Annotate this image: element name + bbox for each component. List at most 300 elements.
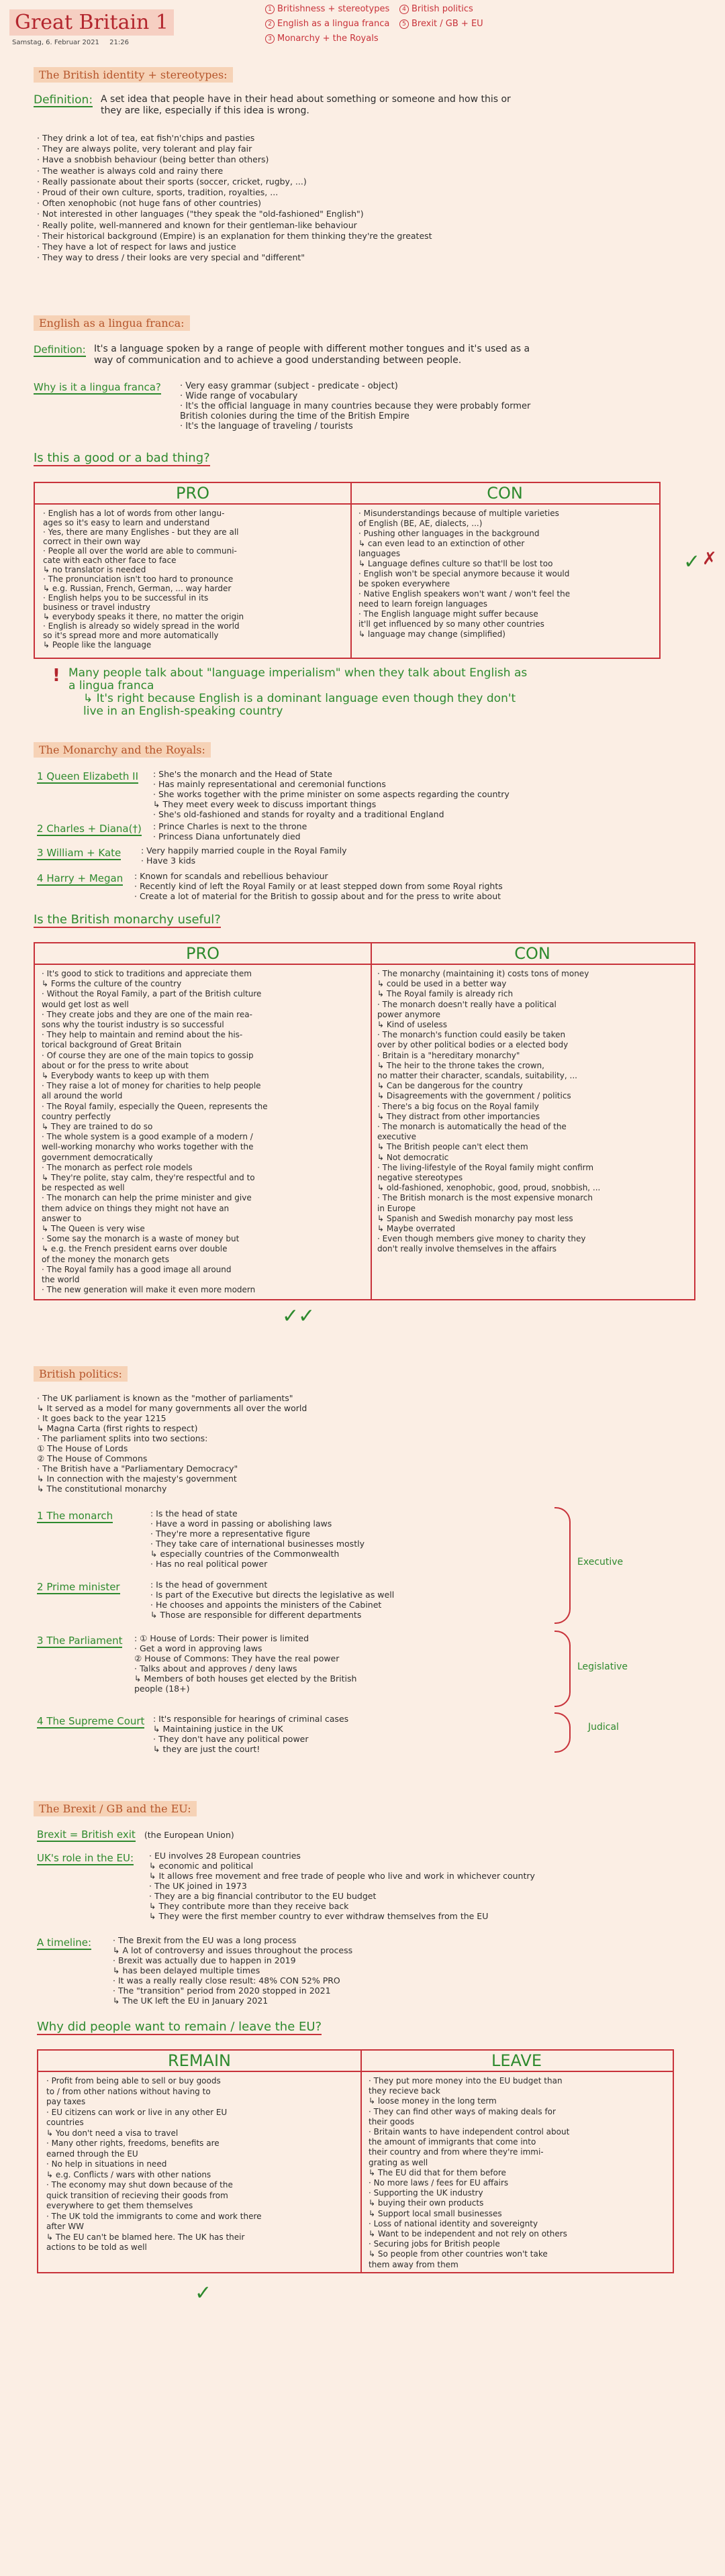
text-line: they are like, especially if this idea is wrong. (101, 105, 309, 116)
text-line: · Loss of national identity and sovereignty (369, 2218, 538, 2228)
text-line: · He chooses and appoints the ministers of the Cabinet (150, 1600, 382, 1610)
text-line: · They're more a representative figure (150, 1529, 310, 1539)
judical-label: Judical (588, 1722, 619, 1733)
text-line: · EU citizens can work or live in any other EU (46, 2107, 228, 2117)
text-line: ↳ Support local small businesses (369, 2208, 502, 2218)
text-line: ↳ It's right because English is a dominant language even though they don't (83, 692, 516, 705)
text-line: 3 (37, 1635, 44, 1647)
text-line: ↳ They were the first member country to ever withdraw themselves from the EU (149, 1911, 489, 1921)
text-line: · Britain is a "hereditary monarchy" (377, 1050, 520, 1060)
con-list (377, 969, 600, 1255)
text-line: · Is part of the Executive but directs the legislative as well (150, 1590, 395, 1600)
text-line: ↳ The EU did that for them before (369, 2167, 506, 2177)
checkmark-icon: ✓ (298, 1304, 316, 1328)
text-line: them away from them (369, 2259, 458, 2269)
contents-item (265, 19, 389, 29)
text-line: country perfectly (42, 1111, 111, 1121)
text-line: · Many other rights, freedoms, benefits are (46, 2139, 220, 2148)
body-monarch-notes (150, 1508, 365, 1569)
text-line: 1 (37, 1510, 44, 1522)
checkmark-icon: ✓ (195, 2281, 212, 2305)
text-line: Brexit = British exit (37, 1828, 136, 1841)
text-line: · The monarch's function could easily be taken (377, 1030, 566, 1040)
text-line: ↳ Want to be independent and not rely on others (369, 2229, 567, 2239)
text-line: it'll get influenced by so many other countries (358, 619, 544, 629)
text-line: ↳ Spanish and Swedish monarchy pay most less (377, 1213, 573, 1223)
text-line: · The monarch as perfect role models (42, 1162, 193, 1172)
text-line: : Very happily married couple in the Royal Family (141, 845, 347, 856)
contents-item (265, 4, 389, 14)
text-line: · The economy may shut down because of the (46, 2180, 233, 2189)
text-line: ↳ no translator is needed (43, 565, 146, 574)
text-line: · Recently kind of left the Royal Family or at least stepped down from some Royal rights (134, 881, 503, 891)
text-line: · Very easy grammar (subject - predicate - object) (180, 381, 398, 391)
text-line: government democratically (42, 1152, 153, 1162)
text-line: · Have a word in passing or abolishing laws (150, 1518, 332, 1529)
text-line: · They raise a lot of money for charities to help people (42, 1081, 261, 1091)
question-monarchy-useful: Is the British monarchy useful? (34, 913, 221, 927)
con-header: CON (371, 943, 694, 965)
question-remain-leave: Why did people want to remain / leave the EU? (37, 2020, 322, 2034)
text-line: : She's the monarch and the Head of State (153, 769, 332, 779)
text-line: their country and from where they're immi- (369, 2147, 544, 2157)
pro-list (42, 969, 268, 1296)
text-line: cate with each other face to face (43, 556, 177, 565)
text-line: ↳ e.g. Conflicts / wars with other nations (46, 2169, 211, 2179)
text-line: The monarch (46, 1510, 113, 1522)
text-line: · Of course they are one of the main topics to gossip (42, 1050, 254, 1060)
definition-label: Definition: (34, 344, 86, 356)
why-list (180, 381, 530, 431)
remain-leave-table (37, 2049, 674, 2273)
text-line: pay taxes (46, 2097, 86, 2106)
text-line: It's a language spoken by a range of people with different mother tongues and it's used as a (94, 344, 530, 354)
time-text: 21:26 (109, 39, 129, 46)
text-line: ↳ They distract from other importancies (377, 1111, 540, 1121)
text-line: in Europe (377, 1203, 416, 1213)
text-line: ages so it's easy to learn and understand (43, 518, 210, 527)
text-line: Charles + Diana(†) (46, 823, 142, 835)
text-line: ↳ Magna Carta (first rights to respect) (37, 1423, 198, 1433)
text-line: · They help to maintain and remind about the his- (42, 1030, 243, 1040)
timeline-notes (113, 1935, 352, 2006)
text-line: ↳ especially countries of the Commonwealth (150, 1549, 340, 1559)
remain-list (46, 2076, 262, 2253)
text-line: ↳ everybody speaks it there, no matter the origin (43, 612, 244, 621)
text-line: · It's good to stick to traditions and appreciate them (42, 969, 252, 978)
section-heading-brexit: The Brexit / GB and the EU: (34, 1801, 197, 1816)
text-line: actions to be told as well (46, 2243, 147, 2252)
person-charles-diana-notes (153, 821, 307, 841)
text-line: ↳ language may change (simplified) (358, 629, 505, 639)
body-supreme-court-notes (153, 1714, 348, 1754)
text-line: · They are always polite, very tolerant and play fair (37, 144, 252, 154)
text-line: answer to (42, 1213, 82, 1223)
text-line: ↳ They contribute more than they receive back (149, 1901, 349, 1911)
text-line: · They drink a lot of tea, eat fish'n'chips and pasties (37, 133, 255, 143)
text-line: 4 (37, 1715, 44, 1727)
text-line: ↳ e.g. Russian, French, German, ... way harder (43, 584, 232, 593)
text-line: way of communication and to achieve a good understanding between people. (94, 355, 462, 366)
text-line: · The monarch doesn't really have a political (377, 999, 557, 1009)
text-line: ↳ They are trained to do so (42, 1122, 153, 1132)
contents-item (399, 4, 473, 14)
text-line: · Not interested in other languages ("they speak the "old-fashioned" English") (37, 209, 364, 219)
text-line: : Is the head of state (150, 1508, 238, 1518)
text-line: · Has mainly representational and ceremonial functions (153, 779, 386, 789)
text-line: · Wide range of vocabulary (180, 391, 298, 401)
text-line: · They have a lot of respect for laws and justice (37, 242, 236, 252)
text-line: Harry + Megan (46, 872, 124, 884)
text-line: ↳ The UK left the EU in January 2021 (113, 1996, 269, 2006)
text-line: · They way to dress / their looks are very special and "different" (37, 252, 305, 263)
text-line: of English (BE, AE, dialects, ...) (358, 519, 483, 528)
definition-text (94, 344, 530, 366)
person-queen-label (37, 770, 138, 784)
text-line: · Proud of their own culture, sports, tradition, royalties, ... (37, 187, 279, 198)
why-lingua-franca-label: Why is it a lingua franca? (34, 381, 161, 393)
text-line: · The "transition" period from 2020 stopped in 2021 (113, 1986, 331, 1996)
text-line: ↳ They're polite, stay calm, they're respectful and to (42, 1173, 255, 1183)
text-line: · There's a big focus on the Royal family (377, 1101, 539, 1111)
text-line: : Prince Charles is next to the throne (153, 821, 307, 831)
text-line: · They create jobs and they are one of the main rea- (42, 1009, 252, 1019)
text-line: ↳ So people from other countries won't take (369, 2249, 548, 2259)
text-line: · The monarchy (maintaining it) costs tons of money (377, 969, 589, 978)
text-line: ↳ They meet every week to discuss important things (153, 799, 377, 809)
stereotype-list (37, 133, 432, 263)
column-divider (371, 943, 372, 1299)
text-line: · The UK parliament is known as the "mother of parliaments" (37, 1393, 293, 1403)
text-line: · They take care of international businesses mostly (150, 1539, 365, 1549)
text-line: correct in their own way (43, 537, 141, 546)
text-line: · Princess Diana unfortunately died (153, 831, 301, 841)
text-line: · Really polite, well-mannered and known for their gentleman-like behaviour (37, 219, 357, 230)
text-line: ↳ Disagreements with the government / politics (377, 1091, 571, 1101)
person-william-kate-label (37, 847, 121, 860)
language-imperialism-note (68, 667, 527, 718)
text-line: ↳ The Royal family is already rich (377, 989, 514, 999)
person-william-kate-notes (141, 845, 347, 866)
text-line: ↳ Those are responsible for different departments (150, 1610, 362, 1620)
text-line: · The Royal family has a good image all around (42, 1264, 232, 1274)
text-line: be respected as well (42, 1183, 125, 1193)
text-line: ① The House of Lords (37, 1443, 128, 1453)
column-divider (360, 2051, 362, 2272)
text-line: ↳ Kind of useless (377, 1020, 447, 1030)
timeline-label: A timeline: (37, 1937, 92, 1949)
text-line: 3 (37, 847, 44, 859)
body-supreme-court-label (37, 1715, 144, 1729)
cross-icon: ✗ (702, 549, 717, 569)
text-line: · Some say the monarch is a waste of money but (42, 1234, 240, 1244)
text-line: · It's the language of traveling / tourists (180, 421, 353, 431)
text-line: ↳ Language defines culture so that'll be lost too (358, 559, 553, 568)
text-line: Monarchy + the Royals (277, 34, 379, 44)
text-line: 2 (37, 1581, 44, 1593)
text-line: · Brexit was actually due to happen in 2019 (113, 1955, 296, 1965)
text-line: 2 (265, 19, 275, 29)
person-harry-megan-label (37, 872, 123, 886)
text-line: the amount of immigrants that come into (369, 2137, 536, 2147)
text-line: need to learn foreign languages (358, 599, 487, 609)
text-line: ↳ It served as a model for many governments all over the world (37, 1403, 307, 1413)
text-line: 5 (399, 19, 409, 29)
text-line: · Their historical background (Empire) is an explanation for them thinking they're the greatest (37, 230, 432, 241)
text-line: · English has a lot of words from other langu- (43, 509, 225, 518)
text-line: ↳ Can be dangerous for the country (377, 1081, 523, 1091)
text-line: languages (358, 549, 401, 558)
text-line: · Create a lot of material for the British to gossip about and for the press to write about (134, 891, 501, 901)
text-line: don't really involve themselves in the affairs (377, 1244, 557, 1254)
parliament-intro (37, 1393, 307, 1494)
text-line: · The UK told the immigrants to come and work there (46, 2211, 262, 2221)
pro-list (43, 509, 244, 650)
executive-bracket (554, 1507, 571, 1624)
text-line: ↳ buying their own products (369, 2198, 484, 2208)
text-line: countries (46, 2118, 84, 2127)
text-line: · Without the Royal Family, a part of the British culture (42, 989, 262, 999)
text-line: : ① House of Lords: Their power is limited (134, 1633, 309, 1643)
text-line: · Get a word in approving laws (134, 1643, 262, 1653)
legislative-bracket (554, 1631, 571, 1707)
text-line: ↳ Not democratic (377, 1152, 449, 1162)
text-line: well-working monarchy who works together with the (42, 1142, 254, 1152)
contents-item (399, 19, 483, 29)
remain-header: REMAIN (38, 2051, 360, 2072)
body-parliament-notes (134, 1633, 356, 1694)
text-line: Queen Elizabeth II (46, 770, 139, 782)
text-line: ② The House of Commons (37, 1453, 148, 1463)
text-line: sons why the tourist industry is so successful (42, 1020, 224, 1030)
text-line: · They can find other ways of making deals for (369, 2106, 556, 2116)
section-heading-lingua-franca: English as a lingua franca: (34, 315, 190, 331)
text-line: ↳ Forms the culture of the country (42, 979, 182, 989)
text-line: · Britain wants to have independent control about (369, 2127, 570, 2137)
text-line: · The British monarch is the most expensive monarch (377, 1193, 593, 1203)
checkmark-icon: ✓ (282, 1304, 299, 1328)
text-line: ↳ Maybe overrated (377, 1224, 456, 1234)
text-line: · Native English speakers won't want / won't feel the (358, 589, 571, 599)
text-line: ↳ old-fashioned, xenophobic, good, proud, snobbish, ... (377, 1183, 601, 1193)
text-line: live in an English-speaking country (83, 705, 283, 718)
text-line: (the European Union) (144, 1830, 234, 1840)
text-line: ↳ It allows free movement and free trade of people who live and work in whichever country (149, 1871, 535, 1881)
text-line: · Have 3 kids (141, 856, 196, 866)
pro-header: PRO (35, 943, 371, 965)
text-line: ↳ The constitutional monarchy (37, 1484, 167, 1494)
text-line: all around the world (42, 1091, 123, 1101)
text-line: · The British have a "Parliamentary Democracy" (37, 1463, 238, 1474)
uk-role-notes (149, 1851, 535, 1921)
con-header: CON (350, 483, 659, 505)
text-line: a lingua franca (68, 679, 154, 692)
definition-text (101, 94, 511, 117)
text-line: · Misunderstandings because of multiple varieties (358, 509, 559, 518)
text-line: · The Royal family, especially the Queen, represents the (42, 1101, 268, 1111)
person-harry-megan-notes (134, 871, 503, 901)
uk-role-label: UK's role in the EU: (37, 1852, 134, 1864)
text-line: · The UK joined in 1973 (149, 1881, 247, 1891)
text-line: ↳ The Queen is very wise (42, 1224, 145, 1234)
text-line: · The Brexit from the EU was a long process (113, 1935, 297, 1945)
text-line: ↳ People like the language (43, 640, 152, 650)
text-line: · The whole system is a good example of a modern / (42, 1132, 253, 1142)
text-line: · EU involves 28 European countries (149, 1851, 301, 1861)
text-line: ↳ The EU can't be blamed here. The UK has their (46, 2232, 245, 2242)
section-heading-politics: British politics: (34, 1366, 128, 1382)
text-line: 2 (37, 823, 44, 835)
body-parliament-label (37, 1635, 122, 1648)
text-line: be spoken everywhere (358, 579, 450, 588)
text-line: · It goes back to the year 1215 (37, 1413, 166, 1423)
text-line: ↳ Maintaining justice in the UK (153, 1724, 283, 1734)
definition-label: Definition: (34, 93, 93, 107)
page-title: Great Britain 1 (9, 9, 174, 36)
text-line: · Profit from being able to sell or buy goods (46, 2076, 221, 2085)
exclamation-icon: ! (52, 666, 60, 686)
body-prime-minister-notes (150, 1580, 394, 1620)
text-line: · No more laws / fees for EU affairs (369, 2178, 509, 2188)
text-line: everywhere to get them themselves (46, 2201, 193, 2210)
text-line: ↳ has been delayed multiple times (113, 1965, 260, 1975)
text-line: 3 (265, 34, 275, 44)
text-line: business or travel industry (43, 603, 150, 612)
text-line: ↳ economic and political (149, 1861, 254, 1871)
text-line: over by other political bodies or a elected body (377, 1040, 569, 1050)
text-line: ↳ they are just the court! (153, 1744, 260, 1754)
page-date (12, 39, 129, 46)
con-list (358, 509, 570, 639)
text-line: power anymore (377, 1009, 441, 1019)
text-line: 4 (37, 872, 44, 884)
text-line: · Talks about and approves / deny laws (134, 1663, 297, 1673)
text-line: · Yes, there are many Englishes - but they are all (43, 527, 239, 537)
text-line: · The parliament splits into two sections: (37, 1433, 208, 1443)
text-line: 4 (399, 5, 409, 14)
body-prime-minister-label (37, 1581, 120, 1594)
text-line: ↳ You don't need a visa to travel (46, 2128, 179, 2138)
text-line: executive (377, 1132, 417, 1142)
body-monarch-label (37, 1510, 113, 1523)
text-line: · Even though members give money to charity they (377, 1234, 586, 1244)
text-line: Britishness + stereotypes (277, 4, 390, 14)
text-line: Prime minister (46, 1581, 120, 1593)
text-line: · They don't have any political power (153, 1734, 309, 1744)
text-line: ↳ In connection with the majesty's government (37, 1474, 237, 1484)
text-line: · It was a really really close result: 48% CON 52% PRO (113, 1975, 340, 1986)
text-line: · Have a snobbish behaviour (being better than others) (37, 154, 269, 165)
section-heading-identity: The British identity + stereotypes: (34, 67, 233, 83)
text-line: · They put more money into the EU budget than (369, 2076, 563, 2085)
text-line: to / from other nations without having to (46, 2086, 211, 2096)
text-line: no matter their character, scandals, suitability, ... (377, 1071, 577, 1081)
text-line: · Really passionate about their sports (soccer, cricket, rugby, ...) (37, 176, 307, 187)
leave-header: LEAVE (360, 2051, 673, 2072)
text-line: · She's old-fashioned and stands for royalty and a traditional England (153, 809, 444, 819)
brexit-definition (37, 1828, 234, 1841)
text-line: A set idea that people have in their head about something or someone and how this or (101, 94, 511, 105)
executive-label: Executive (577, 1557, 624, 1567)
pro-con-table-monarchy (34, 942, 695, 1300)
text-line: · It's the official language in many countries because they were probably former (180, 401, 531, 411)
text-line: them advice on things they might not have an (42, 1203, 230, 1213)
text-line: British colonies during the time of the British Empire (180, 411, 409, 421)
text-line: they recieve back (369, 2086, 440, 2096)
text-line: The Supreme Court (46, 1715, 145, 1727)
leave-list (369, 2076, 569, 2270)
text-line: ↳ The British people can't elect them (377, 1142, 528, 1152)
text-line: · English is already so widely spread in the world (43, 621, 240, 631)
text-line: · People all over the world are able to communi- (43, 546, 237, 556)
text-line: ↳ loose money in the long term (369, 2096, 497, 2106)
column-divider (350, 483, 352, 658)
text-line: · She works together with the prime minister on some aspects regarding the country (153, 789, 510, 799)
text-line: torical background of Great Britain (42, 1040, 182, 1050)
text-line: · English won't be special anymore because it would (358, 569, 570, 578)
text-line: William + Kate (46, 847, 122, 859)
text-line: 1 (37, 770, 44, 782)
text-line: · Has no real political power (150, 1559, 268, 1569)
text-line: 1 (265, 5, 275, 14)
text-line: · They are a big financial contributor to the EU budget (149, 1891, 377, 1901)
text-line: quick transition of recieving their goods from (46, 2190, 228, 2200)
text-line: grating as well (369, 2157, 428, 2167)
text-line: so it's spread more and more automatically (43, 631, 219, 640)
text-line: · The English language might suffer because (358, 609, 538, 619)
text-line: · Often xenophobic (not huge fans of other countries) (37, 198, 261, 209)
text-line: earned through the EU (46, 2149, 138, 2159)
text-line: : Is the head of government (150, 1580, 268, 1590)
text-line: would get lost as well (42, 999, 129, 1009)
text-line: British politics (412, 4, 473, 14)
text-line: of the money the monarch gets (42, 1254, 169, 1264)
person-charles-diana-label (37, 823, 142, 836)
text-line: ↳ could be used in a better way (377, 979, 507, 989)
legislative-label: Legislative (577, 1661, 628, 1672)
text-line: · The monarch is automatically the head of the (377, 1122, 567, 1132)
text-line: ↳ The heir to the throne takes the crown, (377, 1060, 544, 1070)
pro-header: PRO (35, 483, 350, 505)
pro-con-table-english (34, 482, 661, 659)
text-line: Many people talk about "language imperialism" when they talk about English as (68, 666, 528, 680)
text-line: their goods (369, 2116, 414, 2126)
checkmark-icon: ✓ (683, 550, 701, 574)
text-line: · English helps you to be successful in its (43, 593, 209, 603)
text-line: · The new generation will make it even more modern (42, 1285, 256, 1295)
text-line: ↳ Everybody wants to keep up with them (42, 1071, 209, 1081)
date-text: Samstag, 6. Februar 2021 (12, 39, 99, 46)
person-queen-notes (153, 769, 510, 819)
text-line: · The monarch can help the prime minister and give (42, 1193, 252, 1203)
text-line: : It's responsible for hearings of criminal cases (153, 1714, 349, 1724)
text-line: ↳ A lot of controversy and issues throughout the process (113, 1945, 353, 1955)
text-line: after WW (46, 2222, 84, 2231)
text-line: · The living-lifestyle of the Royal family might confirm (377, 1162, 594, 1172)
text-line: people (18+) (134, 1684, 190, 1694)
text-line: · Pushing other languages in the background (358, 529, 540, 538)
text-line: · No help in situations in need (46, 2159, 167, 2169)
text-line: English as a lingua franca (277, 19, 390, 29)
text-line: ↳ can even lead to an extinction of other (358, 539, 525, 548)
question-good-or-bad: Is this a good or a bad thing? (34, 451, 210, 465)
text-line: · The pronunciation isn't too hard to pronounce (43, 574, 234, 584)
text-line: ② House of Commons: They have the real power (134, 1653, 340, 1663)
text-line: negative stereotypes (377, 1173, 463, 1183)
text-line: ↳ Members of both houses get elected by the British (134, 1673, 357, 1684)
text-line: the world (42, 1275, 80, 1285)
text-line: ↳ e.g. the French president earns over double (42, 1244, 228, 1254)
